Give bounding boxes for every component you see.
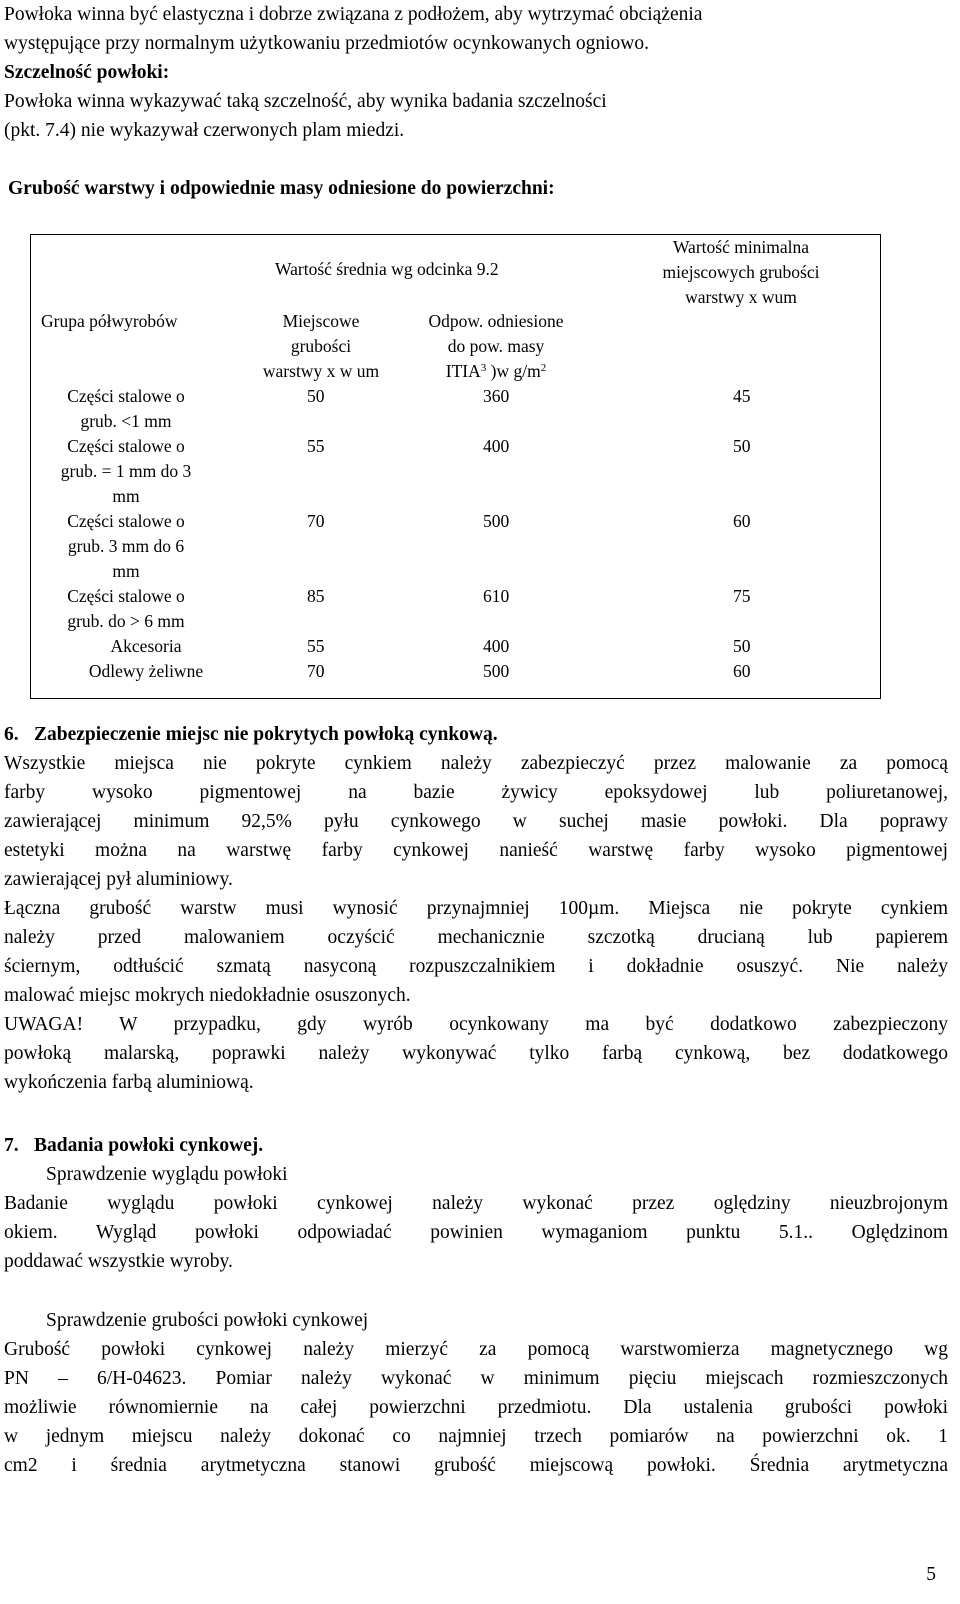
body-line: powłoką malarską, poprawki należy wykonywać tylko farbą cynkową, bez dodatkowego: [4, 1043, 948, 1064]
body-line: zawierającej minimum 92,5% pyłu cynkowego w suchej masie powłoki. Dla poprawy: [4, 811, 948, 832]
subheading: Sprawdzenie grubości powłoki cynkowej: [46, 1310, 369, 1331]
intro-line: Powłoka winna być elastyczna i dobrze związana z podłożem, aby wytrzymać obciążenia: [4, 4, 703, 25]
body-line: ściernym, odtłuścić szmatą nasyconą rozpuszczalnikiem i dokładnie osuszyć. Nie należy: [4, 956, 948, 977]
body-line: cm2 i średnia arytmetyczna stanowi grubość miejscową powłoki. Średnia arytmetyczna: [4, 1455, 948, 1476]
body-line: Badanie wyglądu powłoki cynkowej należy wykonać przez oględziny nieuzbrojonym: [4, 1193, 948, 1214]
page-number: 5: [926, 1564, 936, 1585]
intro-line: występujące przy normalnym użytkowaniu przedmiotów ocynkowanych ogniowo.: [4, 33, 649, 54]
body-line: Grubość powłoki cynkowej należy mierzyć za pomocą warstwomierza magnetycznego wg: [4, 1339, 948, 1360]
body-line: estetyki można na warstwę farby cynkowej nanieść warstwę farby wysoko pigmentowej: [4, 840, 948, 861]
body-line: UWAGA! W przypadku, gdy wyrób ocynkowany ma być dodatkowo zabezpieczony: [4, 1014, 948, 1035]
subheading: Sprawdzenie wyglądu powłoki: [46, 1164, 288, 1185]
body-line: zawierającej pył aluminiowy.: [4, 869, 233, 890]
body-line: okiem. Wygląd powłoki odpowiadać powinien wymaganiom punktu 5.1.. Oględzinom: [4, 1222, 948, 1243]
body-line: w jednym miejscu należy dokonać co najmniej trzech pomiarów na powierzchni ok. 1: [4, 1426, 948, 1447]
thickness-heading: Grubość warstwy i odpowiednie masy odniesione do powierzchni:: [8, 178, 555, 199]
body-line: PN – 6/H-04623. Pomiar należy wykonać w minimum pięciu miejscach rozmieszczonych: [4, 1368, 948, 1389]
header-group: Grupa półwyrobów: [41, 311, 178, 331]
body-line: Łączna grubość warstw musi wynosić przynajmniej 100µm. Miejsca nie pokryte cynkiem: [4, 898, 948, 919]
section-6-heading: 6. Zabezpieczenie miejsc nie pokrytych powłoką cynkową.: [4, 724, 498, 745]
thickness-table: Grupa półwyrobów Wartość średnia wg odcinka 9.2 Miejscowe grubości warstwy x w um Odpow. odniesione do pow. masy ITIA$^3$ )w $g/m^2$ Wartość minimalna miejscowych grubości warstwy x wum Części stalowe o grub. <1 mm 50 360 45 Części stalowe o grub. = 1 mm do 3 mm 55 400 50 Części stalowe o grub. 3 mm do 6 mm 70 500 60 Części stalowe o grub. do > 6 mm 85 610 75 Akcesoria 55 400 50 Odlewy żeliwne 70 500 60: [30, 234, 881, 699]
body-line: Wszystkie miejsca nie pokryte cynkiem należy zabezpieczyć przez malowanie za pomocą: [4, 753, 948, 774]
body-line: farby wysoko pigmentowej na bazie żywicy epoksydowej lub poliuretanowej,: [4, 782, 948, 803]
intro-line: Powłoka winna wykazywać taką szczelność, aby wynika badania szczelności: [4, 91, 607, 112]
header-mass: Odpow. odniesione do pow. masy ITIA$^3$ )w $g/m^2$: [428, 311, 564, 381]
header-local: Miejscowe grubości warstwy x w um: [262, 311, 380, 381]
body-line: poddawać wszystkie wyroby.: [4, 1251, 233, 1272]
body-line: wykończenia farbą aluminiową.: [4, 1072, 254, 1093]
header-min: Wartość minimalna miejscowych grubości warstwy x wum: [662, 237, 820, 307]
body-line: malować miejsc mokrych niedokładnie osuszonych.: [4, 985, 411, 1006]
header-avg: Wartość średnia wg odcinka 9.2: [275, 259, 499, 279]
body-line: należy przed malowaniem oczyścić mechanicznie szczotką drucianą lub papierem: [4, 927, 948, 948]
intro-line: (pkt. 7.4) nie wykazywał czerwonych plam miedzi.: [4, 120, 405, 141]
tightness-heading: Szczelność powłoki:: [4, 62, 170, 83]
section-7-heading: 7. Badania powłoki cynkowej.: [4, 1135, 264, 1156]
body-line: możliwie równomiernie na całej powierzchni przedmiotu. Dla ustalenia grubości powłoki: [4, 1397, 948, 1418]
